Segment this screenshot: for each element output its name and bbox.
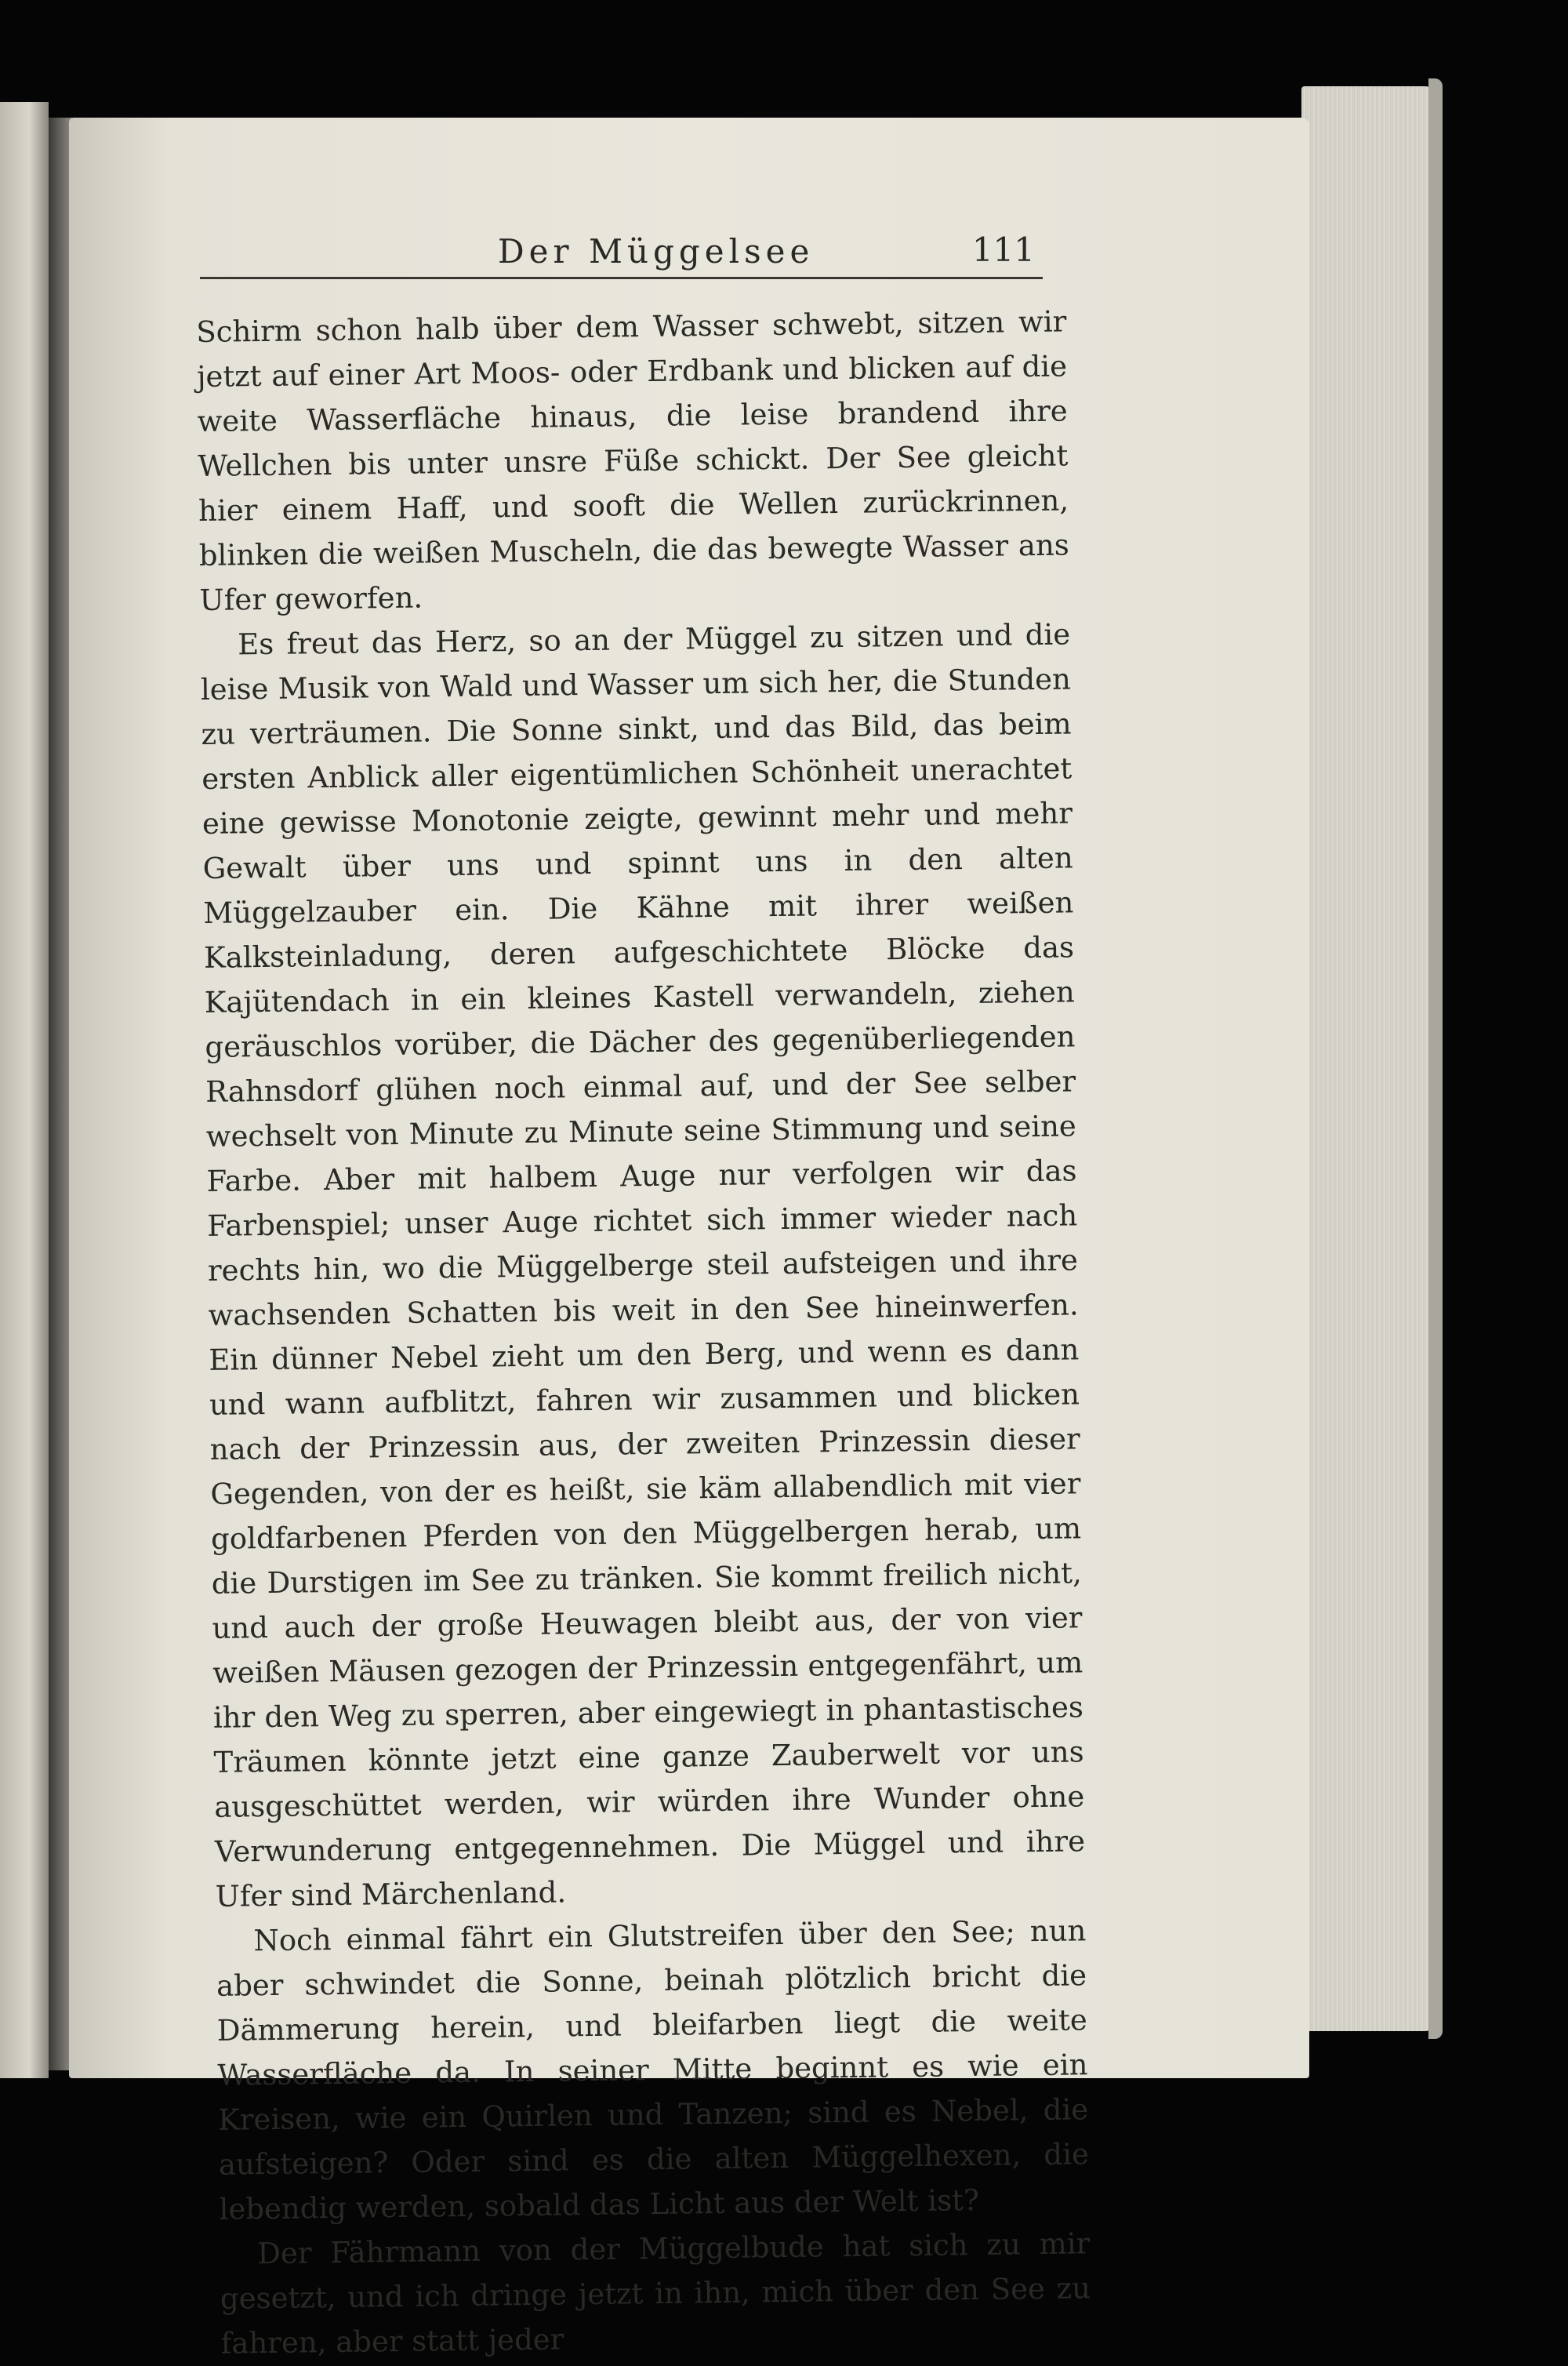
paragraph: Noch einmal fährt ein Glutstreifen über den See; nun aber schwindet die Sonne, beinah plötzlich bricht die Dämmerung herein, und bleifarben liegt die weite Wasserfläche da. In seiner Mitte beginnt es wie ein Kreisen, wie ein Quirlen und Tanzen; sind es Nebel, die aufsteigen? Oder sind es die alten Müggelhexen, die lebendig werden, sobald das Licht aus der Welt ist? xyxy=(216,1914,1090,2226)
header-rule xyxy=(200,277,1043,279)
book-cover-edge xyxy=(1428,78,1443,2039)
running-head xyxy=(200,227,1043,282)
paragraph: Schirm schon halb über dem Wasser schwebt, sitzen wir jetzt auf einer Art Moos- oder Erdbank und blicken auf die weite Wasserfläche hinaus, die leise brandend ihre Wellchen bis unter unsre Füße schickt. Der See gleicht hier einem Haff, und sooft die Wellen zurückrinnen, blinken die weißen Muscheln, die das bewegte Wasser ans Ufer geworfen. xyxy=(196,304,1070,617)
page-block-edges xyxy=(1301,86,1435,2031)
facing-page-edge xyxy=(0,102,49,2078)
body-text xyxy=(196,299,1091,2365)
paragraph: Der Fährmann von der Müggelbude hat sich zu mir gesetzt, und ich dringe jetzt in ihn, mich über den See zu fahren, aber statt jeder xyxy=(220,2226,1091,2361)
page-number: 111 xyxy=(971,231,1035,269)
running-head-title: Der Müggelsee xyxy=(498,232,815,271)
paragraph: Es freut das Herz, so an der Müggel zu sitzen und die leise Musik von Wald und Wasser um sich her, die Stunden zu verträumen. Die Sonne sinkt, und das Bild, das beim ersten Anblick aller eigentümlichen Schönheit unerachtet eine gewisse Monotonie zeigte, gewinnt mehr und mehr Gewalt über uns und spinnt uns in den alten Müggelzauber ein. Die Kähne mit ihrer weißen Kalksteinladung, deren aufgeschichtete Blöcke das Kajütendach in ein kleines Kastell verwandeln, ziehen geräuschlos vorüber, die Dächer des gegenüberliegenden Rahnsdorf glühen noch einmal auf, und der See selber wechselt von Minute zu Minute seine Stimmung und seine Farbe. Aber mit halbem Auge nur verfolgen wir das Farbenspiel; unser Auge richtet sich immer wieder nach rechts hin, wo die Müggelberge steil aufsteigen und ihre wachsenden Schatten bis weit in den See hineinwerfen. Ein dünner Nebel zieht um den Berg, und wenn es dann und wann aufblitzt, fahren wir zusammen und blicken nach der Prinzessin aus, der zweiten Prinzessin dieser Gegenden, von der es heißt, sie käm allabendlich mit vier goldfarbenen Pferden von den Müggelbergen herab, um die Durstigen im See zu tränken. Sie kommt freilich nicht, und auch der große Heuwagen bleibt aus, der von vier weißen Mäusen gezogen der Prinzessin entgegenfährt, um ihr den Weg zu sperren, aber eingewiegt in phantastisches Träumen könnte jetzt eine ganze Zauberwelt vor uns ausgeschüttet werden, wir würden ihre Wunder ohne Verwunderung entgegennehmen. Die Müggel und ihre Ufer sind Märchenland. xyxy=(200,617,1086,1914)
